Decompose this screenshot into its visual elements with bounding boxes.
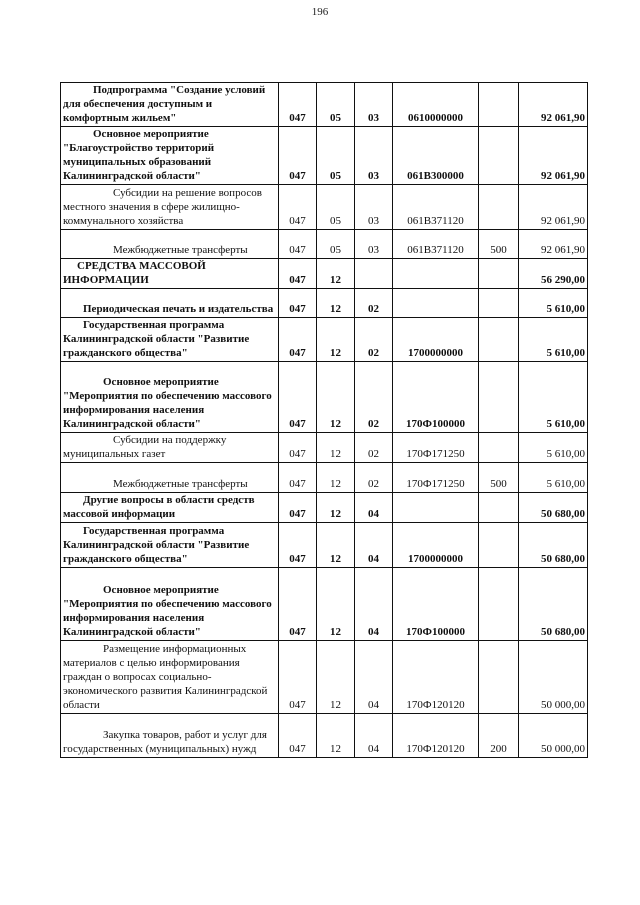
row-section-cell: 12 [317,362,355,433]
row-target-cell [393,289,479,318]
row-ministry-cell: 047 [279,523,317,568]
row-amount-cell: 92 061,90 [519,127,588,185]
row-ministry-cell: 047 [279,289,317,318]
row-section-cell: 12 [317,714,355,758]
row-subsection-cell: 04 [355,568,393,641]
row-subsection-cell: 03 [355,127,393,185]
table-row [61,289,588,318]
row-subsection-cell: 03 [355,230,393,259]
row-subsection-cell: 03 [355,185,393,230]
row-name-cell: Государственная программа Калининградской области "Развитие гражданского общества" [61,318,279,362]
row-amount-cell: 5 610,00 [519,463,588,493]
table-row [61,523,588,568]
row-name-cell: Межбюджетные трансферты [61,463,279,493]
row-expense-type-cell [479,83,519,127]
table-row [61,318,588,362]
row-ministry-cell: 047 [279,127,317,185]
table-row [61,714,588,758]
row-amount-cell: 92 061,90 [519,185,588,230]
row-subsection-cell: 02 [355,362,393,433]
row-expense-type-cell [479,259,519,289]
row-target-cell: 1700000000 [393,523,479,568]
row-amount-cell: 50 680,00 [519,568,588,641]
row-expense-type-cell [479,641,519,714]
row-expense-type-cell [479,433,519,463]
table-row [61,185,588,230]
row-section-cell: 05 [317,185,355,230]
row-name-cell: Закупка товаров, работ и услуг для государственных (муниципальных) нужд [61,714,279,758]
row-section-cell: 12 [317,259,355,289]
row-ministry-cell: 047 [279,230,317,259]
row-amount-cell: 5 610,00 [519,362,588,433]
table-row [61,568,588,641]
row-subsection-cell: 02 [355,318,393,362]
row-section-cell: 12 [317,523,355,568]
row-ministry-cell: 047 [279,568,317,641]
row-section-cell: 05 [317,83,355,127]
row-subsection-cell: 02 [355,463,393,493]
table-row [61,259,588,289]
row-name-cell: Основное мероприятие "Мероприятия по обеспечению массового информирования населения Калининградской области" [61,362,279,433]
row-ministry-cell: 047 [279,362,317,433]
row-name-cell: Размещение информационных материалов с целью информирования граждан о вопросах социально-экономического развития Калининградской области [61,641,279,714]
table-row [61,83,588,127]
row-target-cell [393,493,479,523]
row-target-cell: 061В371120 [393,230,479,259]
row-ministry-cell: 047 [279,259,317,289]
row-section-cell: 12 [317,568,355,641]
row-subsection-cell: 04 [355,714,393,758]
row-expense-type-cell [479,568,519,641]
row-ministry-cell: 047 [279,433,317,463]
row-subsection-cell: 02 [355,433,393,463]
row-expense-type-cell [479,362,519,433]
table-row [61,230,588,259]
table-row [61,433,588,463]
row-amount-cell: 50 000,00 [519,714,588,758]
row-amount-cell: 50 680,00 [519,493,588,523]
row-expense-type-cell: 500 [479,230,519,259]
row-target-cell: 061В300000 [393,127,479,185]
row-target-cell: 170Ф120120 [393,641,479,714]
row-target-cell: 170Ф171250 [393,433,479,463]
row-target-cell: 0610000000 [393,83,479,127]
row-amount-cell: 50 680,00 [519,523,588,568]
row-ministry-cell: 047 [279,318,317,362]
row-amount-cell: 5 610,00 [519,289,588,318]
row-subsection-cell: 03 [355,83,393,127]
row-amount-cell: 5 610,00 [519,318,588,362]
row-name-cell: Подпрограмма "Создание условий для обеспечения доступным и комфортным жильем" [61,83,279,127]
row-name-cell: Основное мероприятие "Мероприятия по обеспечению массового информирования населения Калининградской области" [61,568,279,641]
row-name-cell: Субсидии на решение вопросов местного значения в сфере жилищно-коммунального хозяйства [61,185,279,230]
row-ministry-cell: 047 [279,185,317,230]
row-expense-type-cell [479,127,519,185]
row-amount-cell: 56 290,00 [519,259,588,289]
row-name-cell: Другие вопросы в области средств массовой информации [61,493,279,523]
table-row [61,362,588,433]
row-expense-type-cell [479,289,519,318]
row-section-cell: 12 [317,463,355,493]
row-target-cell: 170Ф100000 [393,568,479,641]
row-ministry-cell: 047 [279,641,317,714]
page-number: 196 [311,6,329,18]
row-section-cell: 12 [317,289,355,318]
row-target-cell: 170Ф120120 [393,714,479,758]
row-name-cell: Субсидии на поддержку муниципальных газет [61,433,279,463]
row-expense-type-cell [479,318,519,362]
row-ministry-cell: 047 [279,493,317,523]
row-expense-type-cell [479,185,519,230]
row-name-cell: Периодическая печать и издательства [61,289,279,318]
row-subsection-cell: 02 [355,289,393,318]
row-name-cell: СРЕДСТВА МАССОВОЙ ИНФОРМАЦИИ [61,259,279,289]
table-row [61,127,588,185]
table-row [61,463,588,493]
row-target-cell [393,259,479,289]
row-expense-type-cell: 500 [479,463,519,493]
row-section-cell: 12 [317,318,355,362]
row-target-cell: 061В371120 [393,185,479,230]
row-ministry-cell: 047 [279,714,317,758]
row-subsection-cell: 04 [355,493,393,523]
row-subsection-cell [355,259,393,289]
row-section-cell: 05 [317,127,355,185]
row-amount-cell: 5 610,00 [519,433,588,463]
row-expense-type-cell: 200 [479,714,519,758]
table-row [61,641,588,714]
row-name-cell: Основное мероприятие "Благоустройство территорий муниципальных образований Калининградской области" [61,127,279,185]
row-section-cell: 05 [317,230,355,259]
budget-table [60,82,588,758]
row-section-cell: 12 [317,641,355,714]
row-amount-cell: 50 000,00 [519,641,588,714]
table-row [61,493,588,523]
row-target-cell: 170Ф100000 [393,362,479,433]
row-expense-type-cell [479,493,519,523]
row-section-cell: 12 [317,493,355,523]
row-name-cell: Государственная программа Калининградской области "Развитие гражданского общества" [61,523,279,568]
row-target-cell: 170Ф171250 [393,463,479,493]
row-subsection-cell: 04 [355,523,393,568]
row-amount-cell: 92 061,90 [519,83,588,127]
row-expense-type-cell [479,523,519,568]
row-name-cell: Межбюджетные трансферты [61,230,279,259]
row-subsection-cell: 04 [355,641,393,714]
row-ministry-cell: 047 [279,83,317,127]
row-amount-cell: 92 061,90 [519,230,588,259]
row-ministry-cell: 047 [279,463,317,493]
row-target-cell: 1700000000 [393,318,479,362]
row-section-cell: 12 [317,433,355,463]
